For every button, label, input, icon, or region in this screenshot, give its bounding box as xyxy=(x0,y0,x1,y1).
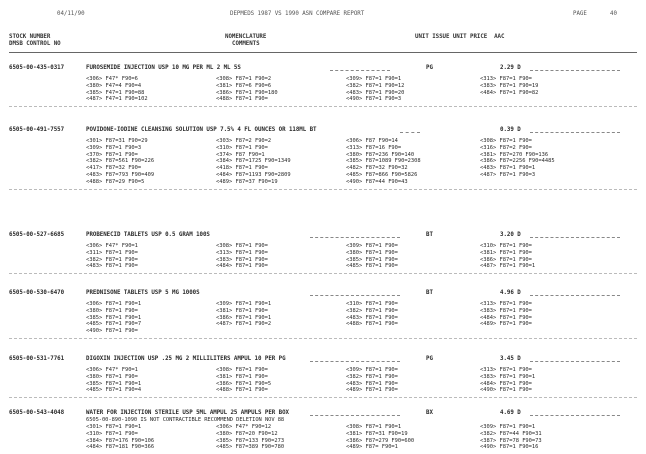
unit-of-issue: BT xyxy=(426,232,433,238)
asn-quantity-entry: <306> F47* F90=1 xyxy=(86,243,138,249)
unit-price: 4.69 D xyxy=(500,410,521,416)
leader-rule xyxy=(310,295,400,296)
asn-quantity-entry: <383> F87=1 F90= xyxy=(216,256,268,263)
asn-quantity-entry: <380> F47=4 F90=4 xyxy=(86,82,142,89)
asn-quantity-entry: <380> F87=1 F90= xyxy=(86,307,138,314)
asn-quantity-entry: <386> F87=279 F90=600 xyxy=(346,437,415,444)
leader-rule xyxy=(530,70,620,71)
asn-quantity-entry: <306> F87 F90=14 xyxy=(346,138,398,144)
leader-rule xyxy=(310,415,400,416)
asn-quantity-entry: <382> F87=1 F90= xyxy=(346,373,398,380)
leader-rule xyxy=(530,295,620,296)
col-stock-number: STOCK NUMBER xyxy=(9,34,51,40)
unit-price: 3.45 D xyxy=(500,356,521,362)
asn-quantity-entry: <483> F87=1 F90=1 xyxy=(480,165,536,172)
asn-quantity-entry: <310> F87=1 F90= xyxy=(480,243,532,249)
asn-quantity-entry: <385> F87=1 F90= xyxy=(346,256,398,263)
asn-quantity-entry: <488> F87=29 F90=5 xyxy=(86,178,145,185)
asn-quantity-entry: <384> F87=1725 F90=1349 xyxy=(216,158,291,165)
asn-quantity-entry: <306> F87=1 F90=1 xyxy=(86,301,142,307)
asn-quantity-entry: <483> F87=1 F90=20 xyxy=(346,89,405,96)
asn-quantity-entry: <485> F87=1 F90= xyxy=(346,263,398,270)
asn-quantity-entry: <490> F87=44 F90=43 xyxy=(346,178,408,185)
asn-quantity-entry: <485> F87=1 F90=7 xyxy=(86,321,142,328)
asn-quantity-entry: <490> F87=1 F90=3 xyxy=(346,96,402,103)
leader-rule xyxy=(530,132,620,133)
asn-quantity-entry: <484> F87=1 F90= xyxy=(480,380,532,387)
asn-quantity-entry: <380> F87=1 F90= xyxy=(346,249,398,256)
asn-quantity-entry: <308> F87=1 F90= xyxy=(216,243,268,249)
asn-quantity-entry: <489> F87=1 F90= xyxy=(480,321,532,328)
asn-quantity-entry: <309> F87=1 F90= xyxy=(346,243,398,249)
asn-quantity-entry: <308> F87=1 F90=2 xyxy=(216,76,272,82)
stock-number: 6505-00-435-0317 xyxy=(9,65,65,71)
asn-quantity-entry: <386> F87=1 F90=5 xyxy=(216,380,272,387)
item-nomenclature: WATER FOR INJECTION STERILE USP 5ML AMPUL 25 AMPULS PER BOX xyxy=(86,410,289,416)
unit-price: 2.29 D xyxy=(500,65,521,71)
asn-quantity-entry: <306> F47* F90=6 xyxy=(86,76,138,82)
asn-quantity-entry: <489> F87=37 F90=19 xyxy=(216,178,278,185)
unit-price: 4.96 D xyxy=(500,290,521,296)
header-rule xyxy=(9,52,637,53)
leader-rule xyxy=(530,361,620,362)
asn-quantity-entry: <380> F87=20 F90=12 xyxy=(216,430,278,437)
asn-quantity-entry: <374> F87 F90=1 xyxy=(216,151,265,158)
asn-quantity-entry: <313> F87=1 F90= xyxy=(480,76,532,82)
stock-number: 6505-00-491-7557 xyxy=(9,127,65,133)
leader-rule xyxy=(400,132,420,133)
asn-quantity-entry: <488> F87=1 F90= xyxy=(216,96,268,103)
asn-quantity-entry: <308> F87=1 F90= xyxy=(216,367,268,373)
asn-quantity-entry: <309> F87=1 F90=1 xyxy=(480,424,536,430)
leader-rule xyxy=(310,237,400,238)
asn-quantity-entry: <382> F87=44 F90=31 xyxy=(480,430,542,437)
asn-quantity-entry: <385> F87=1089 F90=2308 xyxy=(346,158,421,165)
item-nomenclature: FUROSEMIDE INJECTION USP 10 MG PER ML 2 ML 5S xyxy=(86,65,241,71)
item-separator xyxy=(9,273,637,274)
asn-quantity-entry: <488> F87=1 F90= xyxy=(216,387,268,394)
item-separator xyxy=(9,189,637,190)
asn-quantity-entry: <385> F87=133 F90=273 xyxy=(216,437,285,444)
asn-quantity-entry: <383> F87=1 F90=19 xyxy=(480,82,539,89)
asn-quantity-entry: <385> F87=1 F90=1 xyxy=(86,314,142,321)
asn-quantity-entry: <381> F87=1 F90= xyxy=(216,307,268,314)
leader-rule xyxy=(330,70,390,71)
asn-quantity-entry: <309> F87=1 F90=3 xyxy=(86,144,142,151)
asn-quantity-entry: <384> F87=176 F90=106 xyxy=(86,437,155,444)
unit-of-issue: PG xyxy=(426,356,433,362)
asn-quantity-entry: <382> F87=1 F90= xyxy=(346,307,398,314)
item-nomenclature: PROBENECID TABLETS USP 0.5 GRAM 100S xyxy=(86,232,210,238)
stock-number: 6505-00-543-4048 xyxy=(9,410,65,416)
stock-number: 6505-00-527-6685 xyxy=(9,232,65,238)
page-number: 40 xyxy=(610,11,617,17)
report-title: DEPMEDS 1987 VS 1990 ASN COMPARE REPORT xyxy=(230,11,365,17)
asn-quantity-entry: <313> F87=1 F90= xyxy=(216,249,268,256)
asn-quantity-entry: <483> F87=793 F90=409 xyxy=(86,172,155,178)
page-label: PAGE xyxy=(573,11,587,17)
asn-quantity-entry: <370> F87=1 F90= xyxy=(86,151,138,158)
asn-quantity-entry: <482> F87=32 F90=32 xyxy=(346,165,408,172)
asn-quantity-entry: <309> F87=1 F90=1 xyxy=(346,76,402,82)
asn-quantity-entry: <382> F87=561 F90=226 xyxy=(86,158,155,165)
asn-quantity-entry: <313> F87=16 F90= xyxy=(346,144,402,151)
asn-quantity-entry: <386> F87=1 F90=180 xyxy=(216,89,278,96)
asn-quantity-entry: <381> F87=270 F90=136 xyxy=(480,151,549,158)
asn-quantity-entry: <386> F87=1 F90= xyxy=(480,256,532,263)
asn-quantity-entry: <382> F87=1 F90= xyxy=(86,256,138,263)
unit-of-issue: BX xyxy=(426,410,433,416)
asn-quantity-entry: <386> F87=1 F90=1 xyxy=(216,314,272,321)
asn-quantity-entry: <485> F87=1 F90=4 xyxy=(86,387,142,394)
asn-quantity-entry: <308> F87=1 F90=1 xyxy=(346,424,402,430)
col-comments: COMMENTS xyxy=(232,41,260,47)
asn-quantity-entry: <484> F87=181 F90=366 xyxy=(86,444,155,451)
asn-quantity-entry: <383> F87=1 F90= xyxy=(480,307,532,314)
asn-quantity-entry: <484> F87=1 F90= xyxy=(216,263,268,270)
asn-quantity-entry: <380> F87=236 F90=140 xyxy=(346,151,415,158)
stock-number: 6505-00-530-6470 xyxy=(9,290,65,296)
asn-quantity-entry: <489> F87= F90=1 xyxy=(346,444,398,451)
asn-quantity-entry: <487> F47=1 F90=102 xyxy=(86,96,148,103)
asn-quantity-entry: <313> F87=1 F90= xyxy=(480,367,532,373)
asn-quantity-entry: <490> F87=1 F90= xyxy=(86,328,138,335)
asn-quantity-entry: <306> F47* F90=1 xyxy=(86,367,138,373)
asn-quantity-entry: <301> F87=31 F90=29 xyxy=(86,138,148,144)
item-separator xyxy=(9,106,637,107)
asn-quantity-entry: <483> F87=1 F90= xyxy=(346,314,398,321)
unit-of-issue: PG xyxy=(426,65,433,71)
asn-quantity-entry: <309> F87=1 F90=1 xyxy=(216,301,272,307)
asn-quantity-entry: <484> F87=1 F90=82 xyxy=(480,89,539,96)
asn-quantity-entry: <308> F87=1 F90= xyxy=(480,138,532,144)
asn-quantity-entry: <485> F87=389 F90=780 xyxy=(216,444,285,451)
col-control-no: DMSB CONTROL NO xyxy=(9,41,61,47)
asn-quantity-entry: <311> F87=1 F90= xyxy=(86,249,138,256)
asn-quantity-entry: <310> F87=1 F90= xyxy=(346,301,398,307)
asn-quantity-entry: <487> F87=1 F90=2 xyxy=(216,321,272,328)
asn-quantity-entry: <383> F87=1 F90=1 xyxy=(480,373,536,380)
unit-of-issue: BT xyxy=(426,290,433,296)
item-separator xyxy=(9,397,637,398)
asn-quantity-entry: <485> F87=866 F90=5826 xyxy=(346,172,418,178)
asn-quantity-entry: <387> F87=78 F90=73 xyxy=(480,437,542,444)
asn-quantity-entry: <417> F87=32 F90= xyxy=(86,165,142,172)
asn-quantity-entry: <488> F87=1 F90= xyxy=(346,321,398,328)
asn-quantity-entry: <418> F87=1 F90= xyxy=(216,165,268,172)
item-nomenclature: PREDNISONE TABLETS USP 5 MG 1000S xyxy=(86,290,200,296)
asn-quantity-entry: <483> F87=1 F90= xyxy=(346,380,398,387)
asn-quantity-entry: <484> F87=1 F90= xyxy=(480,314,532,321)
asn-quantity-entry: <385> F47=1 F90=88 xyxy=(86,89,145,96)
stock-number: 6505-00-531-7761 xyxy=(9,356,65,362)
leader-rule xyxy=(530,237,620,238)
asn-quantity-entry: <484> F87=1193 F90=2809 xyxy=(216,172,291,178)
item-nomenclature: POVIDONE-IODINE CLEANSING SOLUTION USP 7.5% 4 FL OUNCES OR 118ML BT xyxy=(86,127,317,133)
asn-quantity-entry: <310> F87=1 F90= xyxy=(86,430,138,437)
col-nomenclature: NOMENCLATURE xyxy=(225,34,267,40)
asn-quantity-entry: <301> F87=1 F90=1 xyxy=(86,424,142,430)
asn-quantity-entry: <483> F87=1 F90= xyxy=(86,263,138,270)
asn-quantity-entry: <381> F87=1 F90= xyxy=(480,249,532,256)
item-comment: 6505-00-890-1090 IS NOT CONTRACTIBLE RECOMMEND DELETION NOV 88 xyxy=(86,417,285,423)
asn-quantity-entry: <313> F87=1 F90= xyxy=(480,301,532,307)
asn-quantity-entry: <385> F87=1 F90=1 xyxy=(86,380,142,387)
asn-quantity-entry: <381> F87=6 F90=6 xyxy=(216,82,272,89)
item-nomenclature: DIGOXIN INJECTION USP .25 MG 2 MILLILITERS AMPUL 10 PER PG xyxy=(86,356,286,362)
asn-quantity-entry: <310> F87=1 F90= xyxy=(216,144,268,151)
asn-quantity-entry: <380> F87=1 F90= xyxy=(86,373,138,380)
leader-rule xyxy=(530,415,620,416)
leader-rule xyxy=(310,361,400,362)
asn-quantity-entry: <382> F87=1 F90=12 xyxy=(346,82,405,89)
asn-quantity-entry: <381> F87=1 F90= xyxy=(216,373,268,380)
asn-quantity-entry: <303> F87=2 F90=2 xyxy=(216,138,272,144)
asn-quantity-entry: <309> F87=1 F90= xyxy=(346,367,398,373)
item-separator xyxy=(9,338,637,339)
unit-price: 3.20 D xyxy=(500,232,521,238)
asn-quantity-entry: <306> F47* F90=12 xyxy=(216,424,272,430)
asn-quantity-entry: <489> F87=1 F90= xyxy=(346,387,398,394)
asn-quantity-entry: <490> F87=1 F90=16 xyxy=(480,444,539,451)
unit-price: 0.39 D xyxy=(500,127,521,133)
asn-quantity-entry: <316> F87=2 F90= xyxy=(480,144,532,151)
asn-quantity-entry: <381> F87=31 F90=19 xyxy=(346,430,408,437)
report-date: 04/11/90 xyxy=(57,11,85,17)
col-unit-issue-price-aac: UNIT ISSUE UNIT PRICE AAC xyxy=(415,34,505,40)
asn-quantity-entry: <490> F87=1 F90= xyxy=(480,387,532,394)
asn-quantity-entry: <487> F87=1 F90=3 xyxy=(480,172,536,178)
asn-quantity-entry: <487> F87=1 F90=1 xyxy=(480,263,536,270)
asn-quantity-entry: <386> F87=2256 F90=4485 xyxy=(480,158,555,165)
